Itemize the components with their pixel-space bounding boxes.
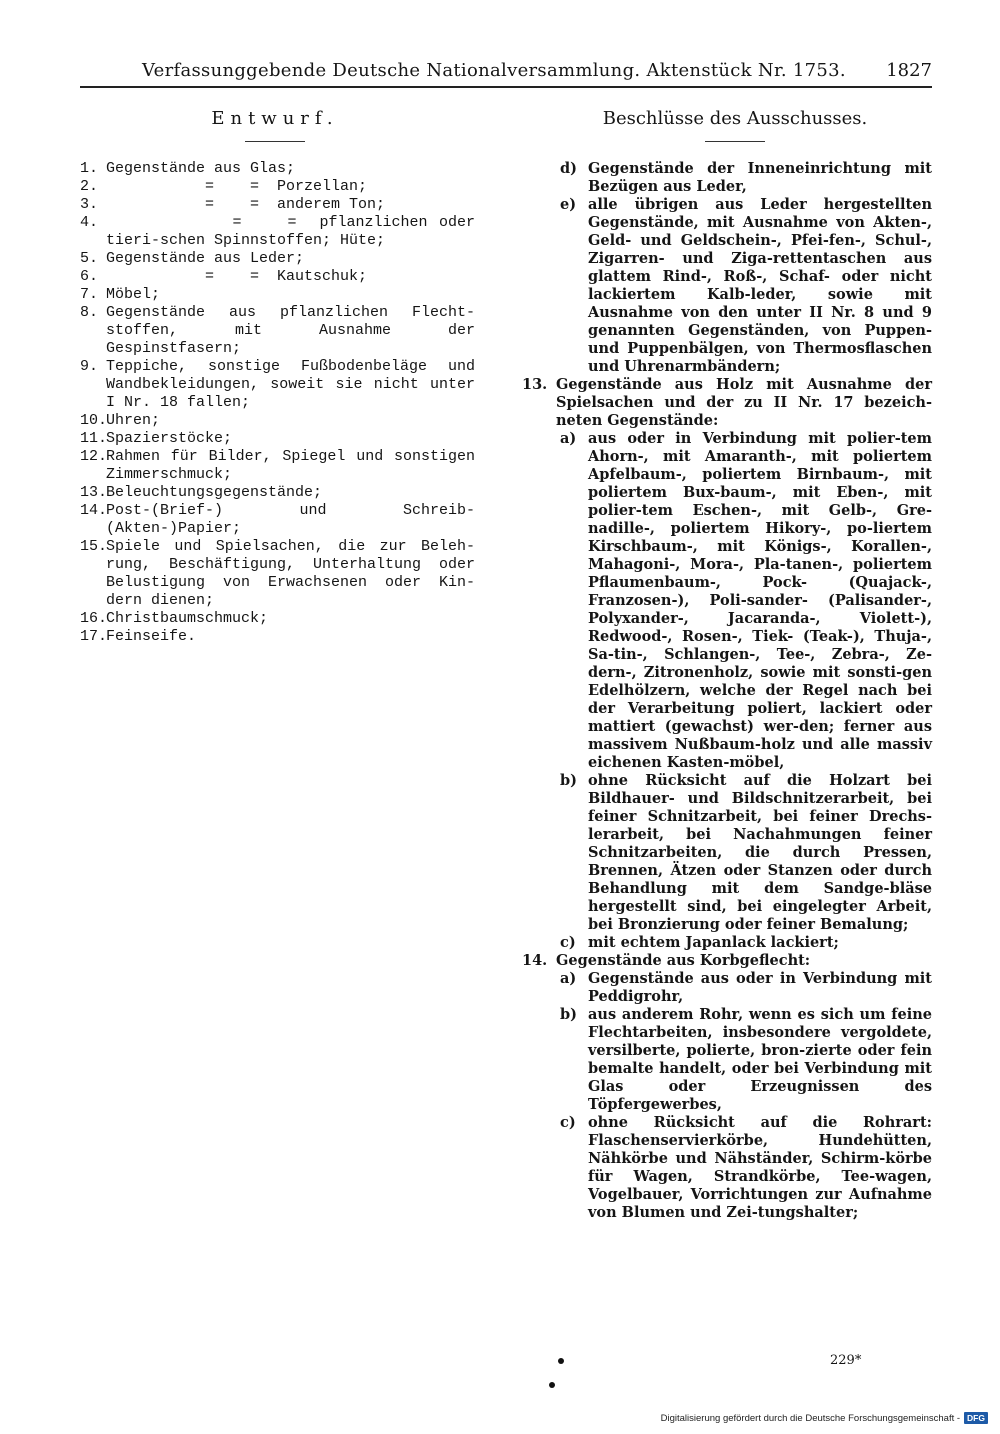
draft-list-item (80, 448, 475, 484)
committee-heading: Beschlüsse des Ausschusses. (602, 108, 868, 129)
item-number: 15. (80, 538, 108, 555)
draft-item-list (80, 160, 475, 646)
item-number: 8. (80, 304, 99, 321)
item-number: 1. (80, 160, 99, 177)
credit-text: Digitalisierung gefördert durch die Deutsche Forschungsgemeinschaft - (660, 1412, 961, 1424)
item-text: Gegenstände der Inneneinrichtung mit Bezügen aus Leder, (588, 160, 932, 195)
item-marker: e) (560, 196, 577, 213)
item-number: 3. (80, 196, 99, 213)
item-marker: b) (560, 1006, 577, 1023)
draft-list-item (80, 214, 475, 250)
draft-list-item (80, 484, 475, 502)
running-header (80, 56, 932, 88)
item-text: mit echtem Japanlack lackiert; (588, 934, 839, 951)
item-number: 12. (80, 448, 108, 465)
item-number: 11. (80, 430, 108, 447)
item-text: Uhren; (106, 412, 161, 429)
committee-sub-item (522, 1006, 932, 1114)
committee-sub-item (522, 430, 932, 772)
item-text: Möbel; (106, 286, 161, 303)
committee-sub-item (522, 1114, 932, 1222)
item-text: Gegenstände aus Leder; (106, 250, 305, 267)
item-marker: b) (560, 772, 577, 789)
item-marker: c) (560, 934, 576, 951)
item-text: Gegenstände aus Glas; (106, 160, 296, 177)
item-text: aus oder in Verbindung mit polier-tem Ahorn-, mit Amaranth-, mit poliertem Apfelbaum-, poliertem Birnbaum-, mit poliertem Bux-baum-, mit Eben-, mit polier-tem Eschen-, mit Gelb-, Gre-nadille-, poliertem Hikory-, po-liertem Kirschbaum-, mit Königs-, Korallen-, Mahagoni-, Mora-, Pla-tanen-, poliertem Pflaumenbaum-, Pock- (Quajack-, Franzosen-), Poli-sander- (Palisander-, Polyxander-, Jacaranda-, Violett-), Redwood-, Rosen-, Tiek- (Teak-), Thuja-, Sa-tin-, Schlangen-, Tee-, Zebra-, Ze-dern-, Zitronenholz, sowie mit sonsti-gen Edelhölzern, welche der Regel nach bei der Verarbeitung poliert, lackiert oder mattiert (gewachst) wer-den; ferner aus massivem Nußbaum-holz und alle massiv eichenen Kasten-möbel, (588, 430, 932, 771)
item-text: ohne Rücksicht auf die Holzart bei Bildhauer- und Bildschnitzerarbeit, bei feiner Schnitzarbeit, bei feiner Drechs-lerarbeit, bei Nachahmungen feiner Schnitzarbeiten, die durch Pressen, Brennen, Ätzen oder Stanzen oder durch Behandlung mit dem Sandge-bläse hergestellt sind, bei eingelegter Arbeit, bei Bronzierung oder feiner Bemalung; (588, 772, 932, 933)
item-marker: 13. (522, 376, 548, 393)
item-text: Spiele und Spielsachen, die zur Beleh-rung, Beschäftigung, Unterhaltung oder Belustigung von Erwachsenen oder Kin-dern dienen; (106, 538, 475, 609)
left-column-heading (110, 108, 440, 142)
item-text: = = Porzellan; (106, 178, 368, 195)
sheet-number: 229* (830, 1353, 862, 1368)
committee-sub-item (522, 772, 932, 934)
draft-list-item (80, 160, 475, 178)
draft-list-item (80, 430, 475, 448)
item-number: 17. (80, 628, 108, 645)
draft-list-item (80, 178, 475, 196)
draft-list-item (80, 250, 475, 268)
digitization-credit (661, 1412, 988, 1424)
item-text: aus anderem Rohr, wenn es sich um feine Flechtarbeiten, insbesondere vergoldete, versilberte, polierte, bron-zierte oder fein bemalte handelt, oder bei Verbindung mit Glas oder Erzeugnissen des Töpfergewerbes, (588, 1006, 932, 1113)
item-number: 13. (80, 484, 108, 501)
item-text: Gegenstände aus pflanzlichen Flecht-stoffen, mit Ausnahme der Gespinstfasern; (106, 304, 475, 357)
heading-rule (705, 141, 765, 142)
heading-rule (245, 141, 305, 142)
header-title: Verfassunggebende Deutsche Nationalversammlung. Aktenstück Nr. 1753. (142, 60, 846, 81)
item-text: Teppiche, sonstige Fußbodenbeläge und Wandbekleidungen, soweit sie nicht unter I Nr. 18 fallen; (106, 358, 475, 411)
draft-list-item (80, 502, 475, 538)
item-number: 9. (80, 358, 99, 375)
item-marker: c) (560, 1114, 576, 1131)
draft-list-item (80, 538, 475, 610)
item-text: Gegenstände aus oder in Verbindung mit Peddigrohr, (588, 970, 932, 1005)
draft-list-item (80, 610, 475, 628)
draft-list-item (80, 268, 475, 286)
committee-sub-item (522, 934, 932, 952)
item-marker: a) (560, 970, 577, 987)
draft-list-item (80, 358, 475, 412)
item-text: Post-(Brief-) und Schreib-(Akten-)Papier; (106, 502, 475, 537)
item-text: Spazierstöcke; (106, 430, 233, 447)
draft-heading: Entwurf. (211, 108, 339, 129)
committee-sub-item (522, 160, 932, 196)
draft-list-item (80, 412, 475, 430)
committee-sub-item (522, 196, 932, 376)
item-number: 14. (80, 502, 108, 519)
committee-list-item (522, 952, 932, 970)
item-number: 10. (80, 412, 108, 429)
item-number: 6. (80, 268, 99, 285)
item-text: = = pflanzlichen oder tieri-schen Spinnstoffen; Hüte; (106, 214, 475, 249)
item-text: Beleuchtungsgegenstände; (106, 484, 323, 501)
dfg-logo: DFG (964, 1412, 988, 1424)
item-text: Christbaumschmuck; (106, 610, 269, 627)
right-column-heading (540, 108, 930, 142)
item-marker: a) (560, 430, 577, 447)
item-marker: 14. (522, 952, 548, 969)
item-text: Rahmen für Bilder, Spiegel und sonstigen Zimmerschmuck; (106, 448, 475, 483)
draft-list-item (80, 628, 475, 646)
item-number: 2. (80, 178, 99, 195)
item-text: ohne Rücksicht auf die Rohrart: Flaschenservierkörbe, Hundehütten, Nähkörbe und Nähständer, Schirm-körbe für Wagen, Strandkörbe, Tee-wagen, Vogelbauer, Vorrichtungen zur Aufnahme von Blumen und Zei-tungshalter; (588, 1114, 932, 1221)
item-text: Feinseife. (106, 628, 197, 645)
committee-item-list (522, 160, 932, 1222)
item-number: 5. (80, 250, 99, 267)
item-text: = = anderem Ton; (106, 196, 386, 213)
draft-list-item (80, 286, 475, 304)
item-text: alle übrigen aus Leder hergestellten Gegenstände, mit Ausnahme von Akten-, Geld- und Geldschein-, Pfei-fen-, Schul-, Zigarren- und Ziga-rettentaschen aus glattem Rind-, Roß-, Schaf- oder nicht lackiertem Kalb-leder, sowie mit Ausnahme von den unter II Nr. 8 und 9 genannten Gegenständen, von Puppen- und Puppenbälgen, von Thermosflaschen und Uhrenarmbändern; (588, 196, 932, 375)
item-text: Gegenstände aus Holz mit Ausnahme der Spielsachen und der zu II Nr. 17 bezeich-neten Gegenstände: (556, 376, 932, 429)
committee-list-item (522, 376, 932, 430)
item-text: Gegenstände aus Korbgeflecht: (556, 952, 811, 969)
draft-list-item (80, 196, 475, 214)
item-number: 7. (80, 286, 99, 303)
item-number: 16. (80, 610, 108, 627)
draft-list-item (80, 304, 475, 358)
ink-dot (549, 1382, 555, 1388)
page-number: 1827 (886, 60, 932, 81)
item-number: 4. (80, 214, 99, 231)
ink-dot (558, 1358, 564, 1364)
committee-sub-item (522, 970, 932, 1006)
item-marker: d) (560, 160, 577, 177)
item-text: = = Kautschuk; (106, 268, 368, 285)
